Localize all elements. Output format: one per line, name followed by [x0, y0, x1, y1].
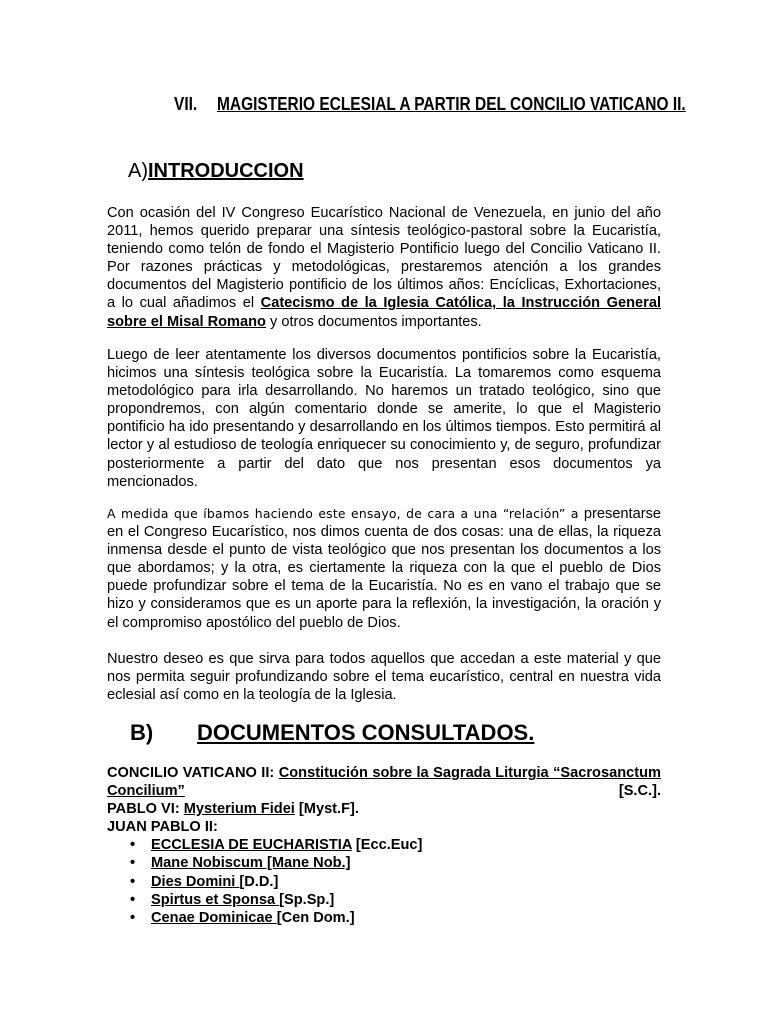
concilio-document: Constitución sobre la Sagrada Liturgia “Sacrosanctum Concilium”	[107, 765, 661, 800]
paragraph-1-text-a: Con ocasión del IV Congreso Eucarístico Nacional de Venezuela, en junio del año 2011, hemos querido preparar una síntesis teológico-pastoral sobre la Eucaristía, teniendo como telón de fondo el Magisterio Pontificio luego del Concilio Vaticano II. Por razones prácticas y metodológicas, prestaremos atención a los grandes documentos del Magisterio pontificio de los últimos años: Encíclicas, Exhortaciones, a lo cual añadimos el	[107, 205, 661, 312]
juan-label: JUAN PABLO II:	[107, 819, 218, 836]
document-abbreviation: [Ecc.Euc]	[351, 837, 423, 854]
concilio-entry	[107, 764, 661, 800]
bullet-icon: •	[130, 855, 136, 872]
bullet-icon: •	[130, 837, 136, 854]
intro-heading	[128, 160, 304, 183]
pablo-entry	[107, 800, 661, 818]
paragraph-1-highlight: Catecismo de la Iglesia Católica, la Instrucción General sobre el Misal Romano	[107, 295, 662, 330]
paragraph-2: Luego de leer atentamente los diversos documentos pontificios sobre la Eucaristía, hicimos una síntesis teológica sobre la Eucaristía. La tomaremos como esquema metodológico para irla desarrollando. No haremos un tratado teológico, sino que propondremos, con algún comentario donde se amerite, lo que el Magisterio pontificio ha ido presentando y desarrollando en los últimos tiempos. Esto permitirá al lector y al estudioso de teología enriquecer su conocimiento y, de seguro, profundizar posteriormente a partir del dato que nos presentan esos documentos ya mencionados.	[107, 347, 661, 490]
list-item	[107, 854, 661, 872]
documents-title: DOCUMENTOS CONSULTADOS.	[197, 720, 535, 745]
document-abbreviation: [Sp.Sp.]	[279, 891, 335, 908]
paragraph-3-text: presentarse en el Congreso Eucarístico, nos dimos cuenta de dos cosas: una de ellas, la riqueza inmensa desde el punto de vista teológico que nos presentan los documentos a los que abordamos; y la otra, es ciertamente la riqueza con la que el pueblo de Dios puede profundizar sobre el tema de la Eucaristía. No es en vano el trabajo que se hizo y consideramos que es un aporte para la reflexión, la investigación, la oración y el compromiso apostólico del pueblo de Dios.	[107, 506, 661, 631]
documents-list	[107, 764, 661, 927]
paragraph-3	[107, 505, 661, 632]
document-name: ECCLESIA DE EUCHARISTIA	[151, 837, 352, 854]
section-number: VII.	[174, 94, 198, 114]
paragraph-3-lead: A medida que íbamos haciendo este ensayo, de cara a una “relación” a	[107, 506, 579, 521]
bullet-icon: •	[130, 891, 136, 908]
paragraph-4: Nuestro deseo es que sirva para todos aquellos que accedan a este material y que nos permita seguir profundizando sobre el tema eucarístico, central en nuestra vida eclesial así como en la teología de la Iglesia.	[107, 651, 661, 704]
document-name: Spirtus et Sponsa	[151, 891, 280, 908]
paragraph-1	[107, 204, 661, 331]
list-item	[107, 891, 661, 909]
document-name: Dies Domini	[151, 873, 240, 890]
intro-letter: A)	[128, 160, 148, 182]
document-abbreviation: [Cen Dom.]	[276, 909, 355, 926]
intro-title: INTRODUCCION	[148, 160, 304, 182]
bullet-icon: •	[130, 873, 136, 890]
list-item	[107, 873, 661, 891]
list-item	[107, 836, 661, 854]
document-abbreviation: [D.D.]	[239, 873, 279, 890]
list-item	[107, 909, 661, 927]
concilio-label: CONCILIO VATICANO II:	[107, 765, 279, 781]
concilio-abbreviation: [S.C.].	[184, 783, 661, 800]
documents-letter: B)	[130, 720, 154, 745]
document-name: Mane Nobiscum [Mane Nob.]	[151, 855, 351, 872]
pablo-document: Mysterium Fidei	[183, 801, 295, 818]
pablo-label: PABLO VI:	[107, 801, 184, 818]
bullet-icon: •	[130, 909, 136, 926]
section-title: MAGISTERIO ECLESIAL A PARTIR DEL CONCILIO VATICANO II.	[217, 94, 686, 114]
document-name: Cenae Dominicae	[151, 909, 277, 926]
documents-heading	[130, 720, 534, 746]
pablo-abbreviation: [Myst.F].	[294, 801, 359, 818]
section-heading	[174, 92, 686, 116]
paragraph-1-text-b: y otros documentos importantes.	[265, 313, 482, 330]
juan-documents-list	[107, 836, 661, 926]
